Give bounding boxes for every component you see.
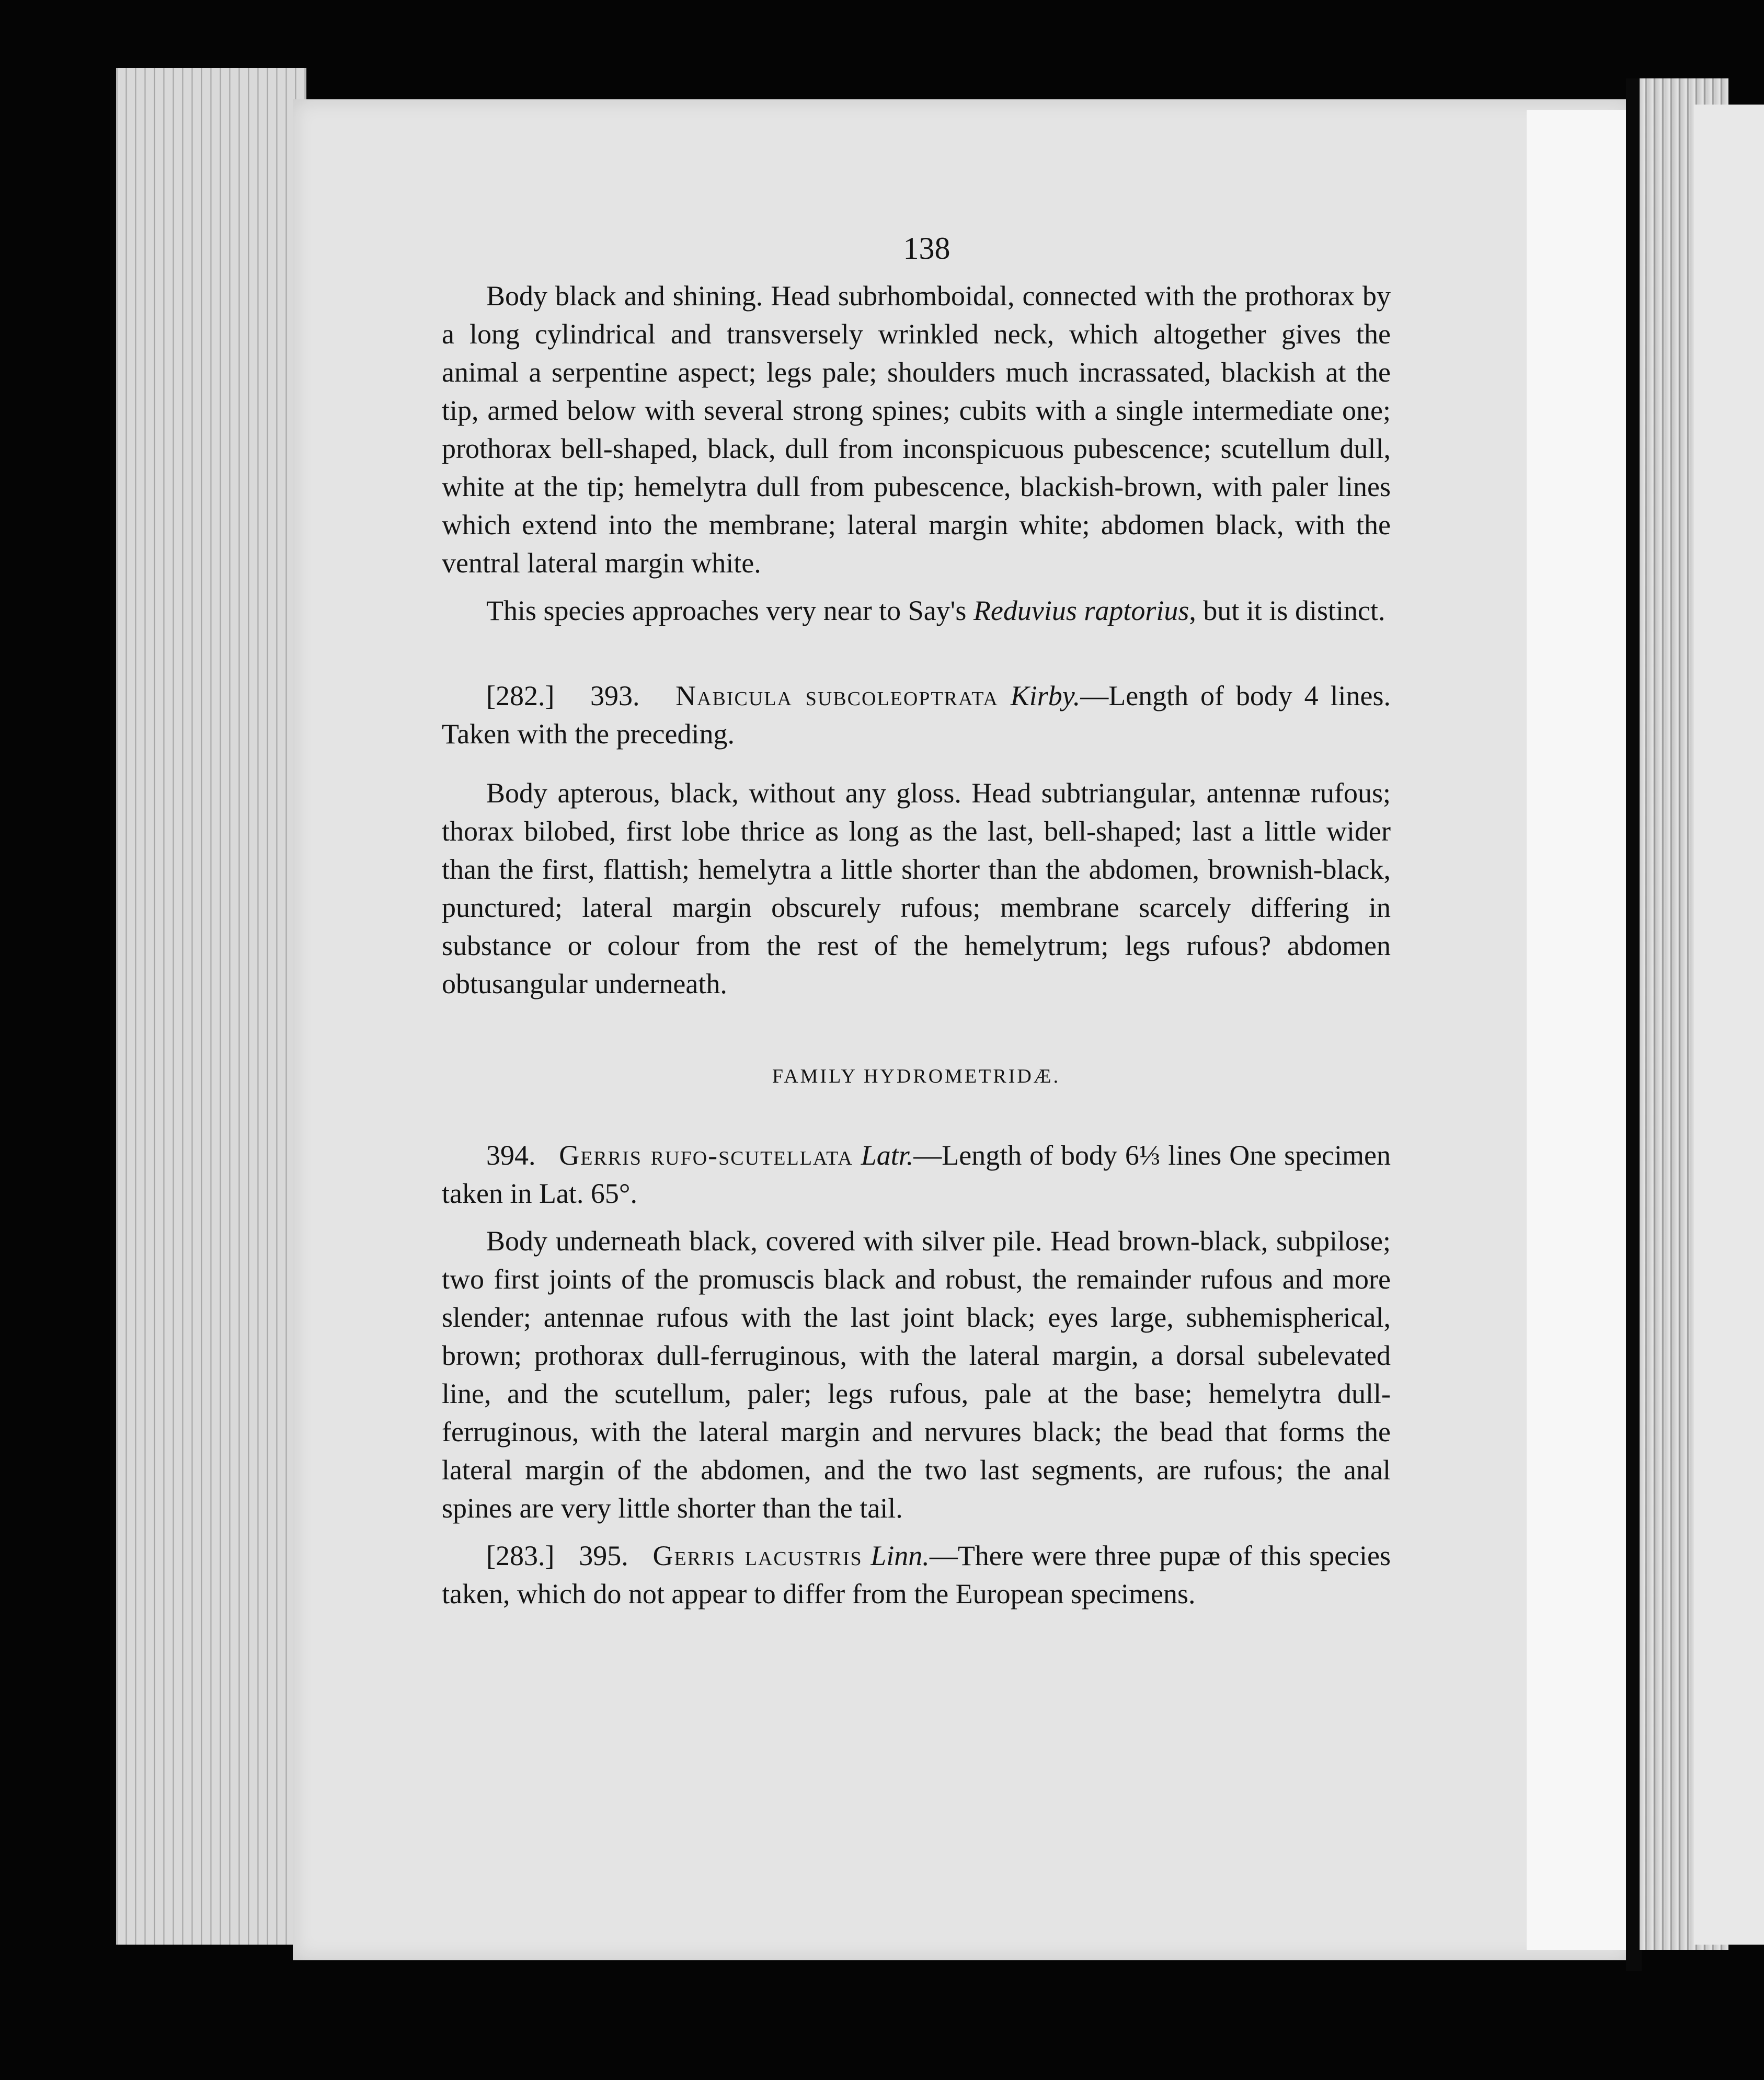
facing-page (1694, 105, 1764, 1945)
entry-number-393: 393. (590, 680, 640, 711)
entry-394-details: —Length of body 6⅓ lines One specimen taken in Lat. 65°. (442, 1140, 1391, 1209)
entry-395-details: —There were three pupæ of this species taken, which do not appear to differ from the European specimens. (442, 1540, 1391, 1610)
page-content (442, 230, 1391, 1613)
page-margin-right (1527, 110, 1636, 1950)
entry-393-details: —Length of body 4 lines. Taken with the preceding. (442, 680, 1391, 750)
paragraph-description-2: Body apterous, black, without any gloss. Head subtriangular, antennæ rufous; thorax bilobed, first lobe thrice as long as the last, bell-shaped; last a little wider than the first, flattish; hemelytra a little shorter than the abdomen, brownish-black, punctured; lateral margin obscurely rufous; membrane scarcely differing in substance or colour from the rest of the hemelytrum; legs rufous? abdomen obtusangular underneath. (442, 777, 1391, 999)
species-name-gerris-rufo: Gerris rufo-scutellata (559, 1140, 853, 1171)
entry-number-394: 394. (486, 1140, 536, 1171)
paragraph-description-1: Body black and shining. Head subrhomboidal, connected with the prothorax by a long cylindrical and transversely wrinkled neck, which altogether gives the animal a serpentine aspect; legs pale; shoulders much incrassated, blackish at the tip, armed below with several strong spines; cubits with a single intermediate one; prothorax bell-shaped, black, dull from inconspicuous pubescence; scutellum dull, white at the tip; hemelytra dull from pubescence, blackish-brown, with paler lines which extend into the membrane; lateral margin white; abdomen black, with the ventral lateral margin white. (442, 280, 1391, 579)
entry-ref-282: [282.] (486, 680, 555, 711)
species-name-gerris-lacustris: Gerris lacustris (652, 1540, 863, 1571)
family-heading: FAMILY HYDROMETRIDÆ. (772, 1065, 1061, 1087)
entry-ref-283: [283.] (486, 1540, 555, 1571)
paragraph-description-3: Body underneath black, covered with silver pile. Head brown-black, subpilose; two first joints of the promuscis black and robust, the remainder rufous and more slender; antennae rufous with the last joint black; eyes large, subhemispherical, brown; prothorax dull-ferruginous, with the lateral margin, a dorsal subelevated line, and the scutellum, paler; legs rufous, pale at the base; hemelytra dull-ferruginous, with the lateral margin and nervures black; the bead that forms the lateral margin of the abdomen, and the two last segments, are rufous; the anal spines are very little shorter than the tail. (442, 1225, 1391, 1524)
paragraph-remark (442, 592, 1391, 630)
species-entry-394 (442, 1136, 1391, 1213)
remark-text-before: This species approaches very near to Say's (486, 595, 973, 626)
remark-text-after: , but it is distinct. (1189, 595, 1385, 626)
species-author-kirby: Kirby. (1010, 680, 1081, 711)
species-entry-395 (442, 1537, 1391, 1613)
species-reference-italic: Reduvius raptorius (973, 595, 1189, 626)
species-entry-393 (442, 677, 1391, 753)
species-name-nabicula: Nabicula subcoleoptrata (675, 680, 999, 711)
species-author-latr: Latr. (861, 1140, 914, 1171)
page-number: 138 (903, 231, 950, 266)
species-author-linn: Linn. (870, 1540, 930, 1571)
entry-number-395: 395. (579, 1540, 628, 1571)
book-page-edges (116, 68, 306, 1945)
